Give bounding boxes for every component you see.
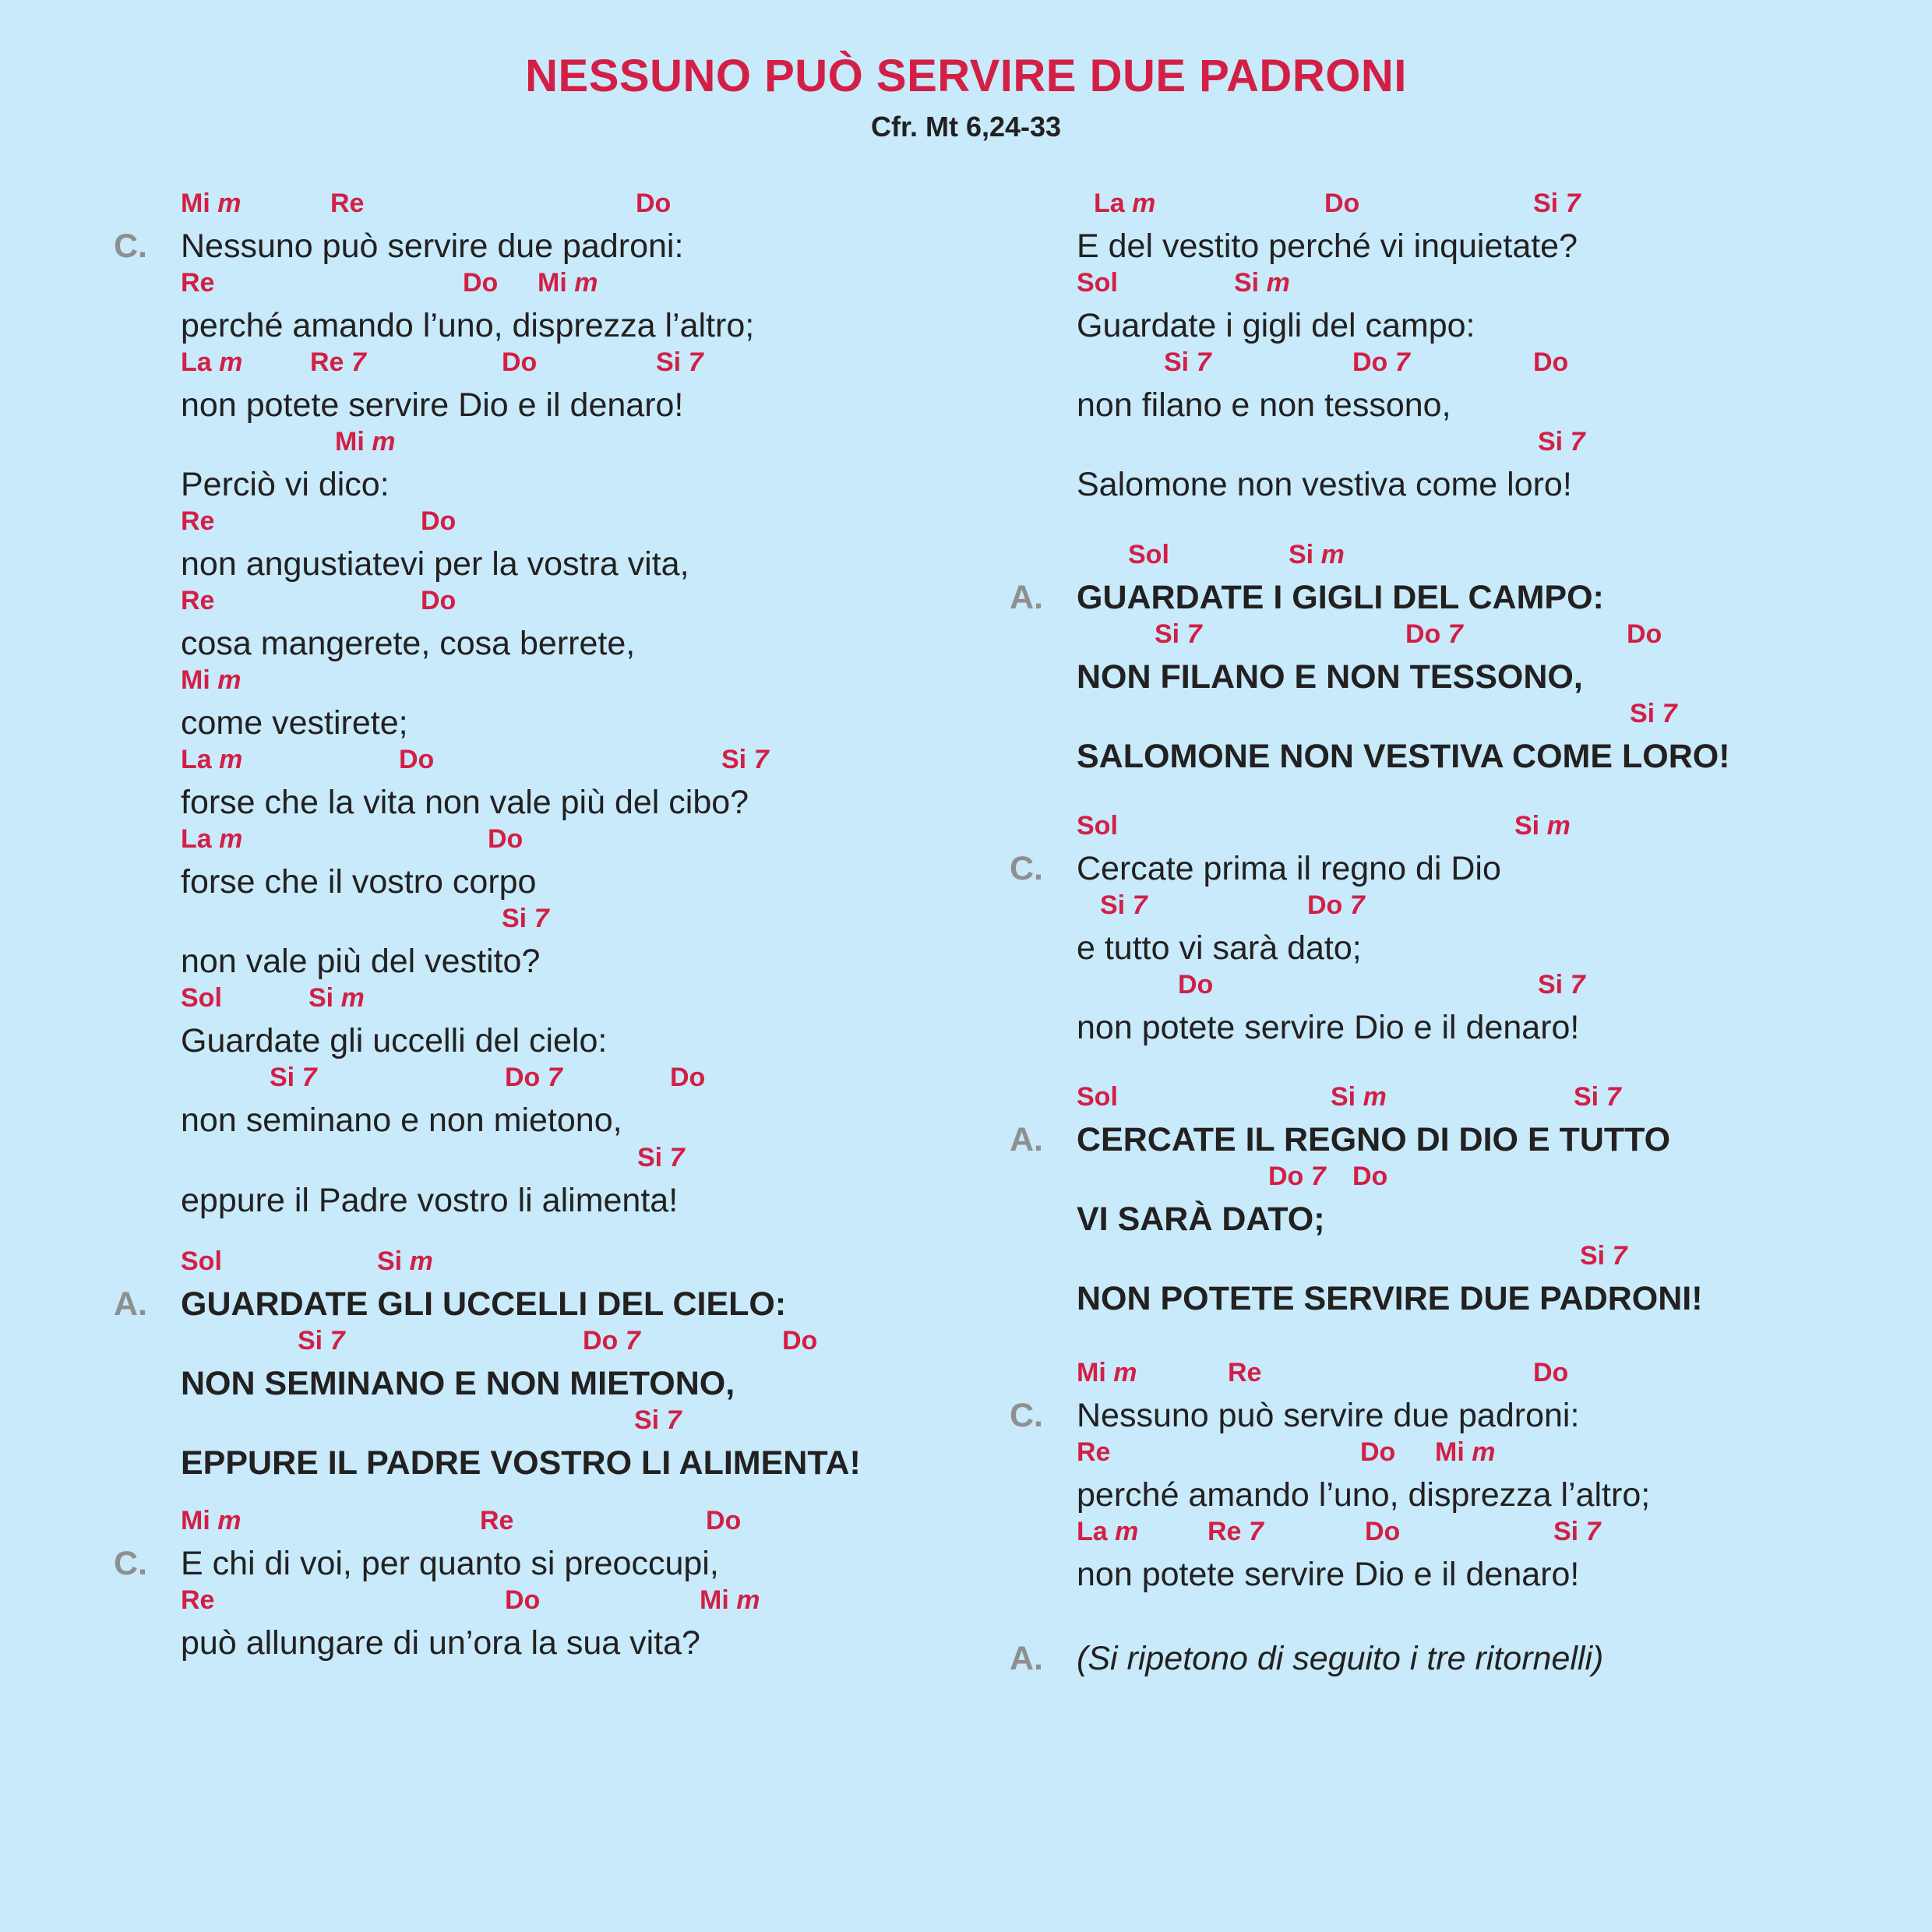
chord: Si 7 bbox=[270, 1063, 317, 1092]
chord: Si m bbox=[1234, 268, 1290, 298]
part-label: A. bbox=[1010, 579, 1043, 616]
chord: Do 7 bbox=[1268, 1162, 1326, 1191]
chord: Si 7 bbox=[634, 1405, 682, 1435]
chord: Re 7 bbox=[310, 347, 366, 377]
lyric-line: forse che il vostro corpo bbox=[181, 863, 537, 901]
chord: Mi m bbox=[1077, 1358, 1137, 1387]
lyric-line: Perciò vi dico: bbox=[181, 466, 390, 503]
chord: La m bbox=[1077, 1517, 1139, 1546]
chord: Si 7 bbox=[1533, 189, 1581, 218]
chord: La m bbox=[1094, 189, 1156, 218]
chord: Re bbox=[181, 268, 215, 298]
chord: Sol bbox=[181, 983, 222, 1013]
chord: Re 7 bbox=[1208, 1517, 1264, 1546]
chord: Si 7 bbox=[1538, 970, 1585, 999]
chord: Re bbox=[181, 1585, 215, 1615]
chord: Do bbox=[421, 586, 457, 615]
chord: Re bbox=[181, 586, 215, 615]
chord: Si 7 bbox=[1155, 619, 1202, 649]
chord: Do bbox=[1360, 1437, 1396, 1467]
lyric-line: può allungare di un’ora la sua vita? bbox=[181, 1624, 700, 1662]
chord: Re bbox=[330, 189, 365, 218]
chord: Re bbox=[181, 506, 215, 536]
chord: Do bbox=[670, 1063, 706, 1092]
chord: Do bbox=[421, 506, 457, 536]
chord: Si 7 bbox=[637, 1143, 685, 1172]
part-label: C. bbox=[114, 1545, 147, 1582]
lyric-line: eppure il Padre vostro li alimenta! bbox=[181, 1182, 679, 1219]
chord: Sol bbox=[1077, 1082, 1118, 1112]
lyric-line: Nessuno può servire due padroni: bbox=[181, 227, 684, 265]
part-label: A. bbox=[114, 1285, 147, 1323]
lyric-line: Salomone non vestiva come loro! bbox=[1077, 466, 1572, 503]
chord: Re bbox=[1077, 1437, 1111, 1467]
scripture-reference: Cfr. Mt 6,24-33 bbox=[870, 111, 1062, 143]
refrain-line: GUARDATE I GIGLI DEL CAMPO: bbox=[1077, 579, 1604, 616]
lyric-line: non potete servire Dio e il denaro! bbox=[1077, 1556, 1580, 1593]
chord: Si 7 bbox=[1164, 347, 1211, 377]
refrain-line: GUARDATE GLI UCCELLI DEL CIELO: bbox=[181, 1285, 787, 1323]
chord: Si 7 bbox=[1100, 890, 1148, 920]
chord: Do 7 bbox=[505, 1063, 562, 1092]
chord: Do bbox=[1533, 347, 1569, 377]
chord: Sol bbox=[181, 1246, 222, 1276]
chord: Do bbox=[1324, 189, 1360, 218]
chord: Sol bbox=[1077, 268, 1118, 298]
chord: Si m bbox=[1289, 540, 1345, 569]
lyric-line: E chi di voi, per quanto si preoccupi, bbox=[181, 1545, 719, 1582]
chord: Mi m bbox=[700, 1585, 760, 1615]
lyric-line: non potete servire Dio e il denaro! bbox=[181, 386, 684, 424]
part-label: A. bbox=[1010, 1121, 1043, 1158]
chord: Si 7 bbox=[1538, 427, 1585, 457]
lyric-line: non filano e non tessono, bbox=[1077, 386, 1451, 424]
part-label: C. bbox=[114, 227, 147, 265]
chord: Si m bbox=[377, 1246, 433, 1276]
part-label: C. bbox=[1010, 850, 1043, 887]
chord: Re bbox=[480, 1506, 514, 1535]
refrain-line: SALOMONE NON VESTIVA COME LORO! bbox=[1077, 738, 1730, 775]
refrain-line: VI SARÀ DATO; bbox=[1077, 1200, 1325, 1238]
chord: Sol bbox=[1077, 811, 1118, 841]
chord: Si 7 bbox=[502, 904, 549, 933]
chord: Do bbox=[636, 189, 672, 218]
refrain-line: NON SEMINANO E NON MIETONO, bbox=[181, 1365, 735, 1402]
chord: Do bbox=[782, 1326, 818, 1356]
lyric-line: (Si ripetono di seguito i tre ritornelli) bbox=[1077, 1640, 1604, 1677]
chord: Sol bbox=[1128, 540, 1169, 569]
lyric-line: non vale più del vestito? bbox=[181, 943, 541, 980]
chord: Si 7 bbox=[298, 1326, 345, 1356]
chord: Si 7 bbox=[1553, 1517, 1601, 1546]
refrain-line: CERCATE IL REGNO DI DIO E TUTTO bbox=[1077, 1121, 1671, 1158]
lyric-line: non seminano e non mietono, bbox=[181, 1102, 622, 1139]
chord: Mi m bbox=[181, 189, 242, 218]
part-label: A. bbox=[1010, 1640, 1043, 1677]
chord: Si 7 bbox=[1574, 1082, 1621, 1112]
chord: Do bbox=[1627, 619, 1662, 649]
chord: La m bbox=[181, 347, 243, 377]
chord: La m bbox=[181, 824, 243, 854]
lyric-line: cosa mangerete, cosa berrete, bbox=[181, 625, 636, 662]
chord: Do 7 bbox=[1307, 890, 1365, 920]
lyric-line: Nessuno può servire due padroni: bbox=[1077, 1397, 1580, 1434]
lyric-line: non potete servire Dio e il denaro! bbox=[1077, 1009, 1580, 1046]
lyric-line: perché amando l’uno, disprezza l’altro; bbox=[1077, 1476, 1651, 1514]
chord: Mi m bbox=[538, 268, 598, 298]
lyric-line: Guardate i gigli del campo: bbox=[1077, 307, 1475, 344]
refrain-line: NON POTETE SERVIRE DUE PADRONI! bbox=[1077, 1280, 1703, 1317]
song-title: NESSUNO PUÒ SERVIRE DUE PADRONI bbox=[525, 51, 1407, 101]
lyric-line: Guardate gli uccelli del cielo: bbox=[181, 1022, 608, 1059]
lyric-line: come vestirete; bbox=[181, 704, 408, 742]
chord: Do 7 bbox=[583, 1326, 640, 1356]
chord: Si m bbox=[1331, 1082, 1387, 1112]
chord: Do bbox=[1352, 1162, 1388, 1191]
chord: Do 7 bbox=[1352, 347, 1410, 377]
chord: Si 7 bbox=[1580, 1241, 1627, 1271]
chord: Do bbox=[505, 1585, 541, 1615]
chord: Do bbox=[1178, 970, 1214, 999]
refrain-line: NON FILANO E NON TESSONO, bbox=[1077, 658, 1583, 696]
chord: Re bbox=[1228, 1358, 1262, 1387]
lyric-line: forse che la vita non vale più del cibo? bbox=[181, 784, 749, 821]
chord: Mi m bbox=[181, 1506, 242, 1535]
chord: Do bbox=[1533, 1358, 1569, 1387]
chord: Si 7 bbox=[656, 347, 703, 377]
lyric-line: non angustiatevi per la vostra vita, bbox=[181, 545, 689, 583]
chord: Do bbox=[399, 745, 435, 774]
chord: Do bbox=[1365, 1517, 1401, 1546]
part-label: C. bbox=[1010, 1397, 1043, 1434]
lyric-line: E del vestito perché vi inquietate? bbox=[1077, 227, 1578, 265]
chord: Si m bbox=[308, 983, 365, 1013]
chord: Do bbox=[706, 1506, 742, 1535]
chord: Do bbox=[463, 268, 499, 298]
chord: Mi m bbox=[1435, 1437, 1496, 1467]
lyric-line: e tutto vi sarà dato; bbox=[1077, 929, 1362, 967]
chord: Do bbox=[488, 824, 524, 854]
chord: Do 7 bbox=[1405, 619, 1463, 649]
chord: Si m bbox=[1514, 811, 1571, 841]
chord: Si 7 bbox=[1630, 699, 1677, 728]
chord: Mi m bbox=[335, 427, 396, 457]
chord: Mi m bbox=[181, 665, 242, 695]
chord: La m bbox=[181, 745, 243, 774]
chord: Si 7 bbox=[721, 745, 769, 774]
lyric-line: Cercate prima il regno di Dio bbox=[1077, 850, 1501, 887]
lyric-line: perché amando l’uno, disprezza l’altro; bbox=[181, 307, 755, 344]
chord: Do bbox=[502, 347, 538, 377]
refrain-line: EPPURE IL PADRE VOSTRO LI ALIMENTA! bbox=[181, 1444, 861, 1482]
